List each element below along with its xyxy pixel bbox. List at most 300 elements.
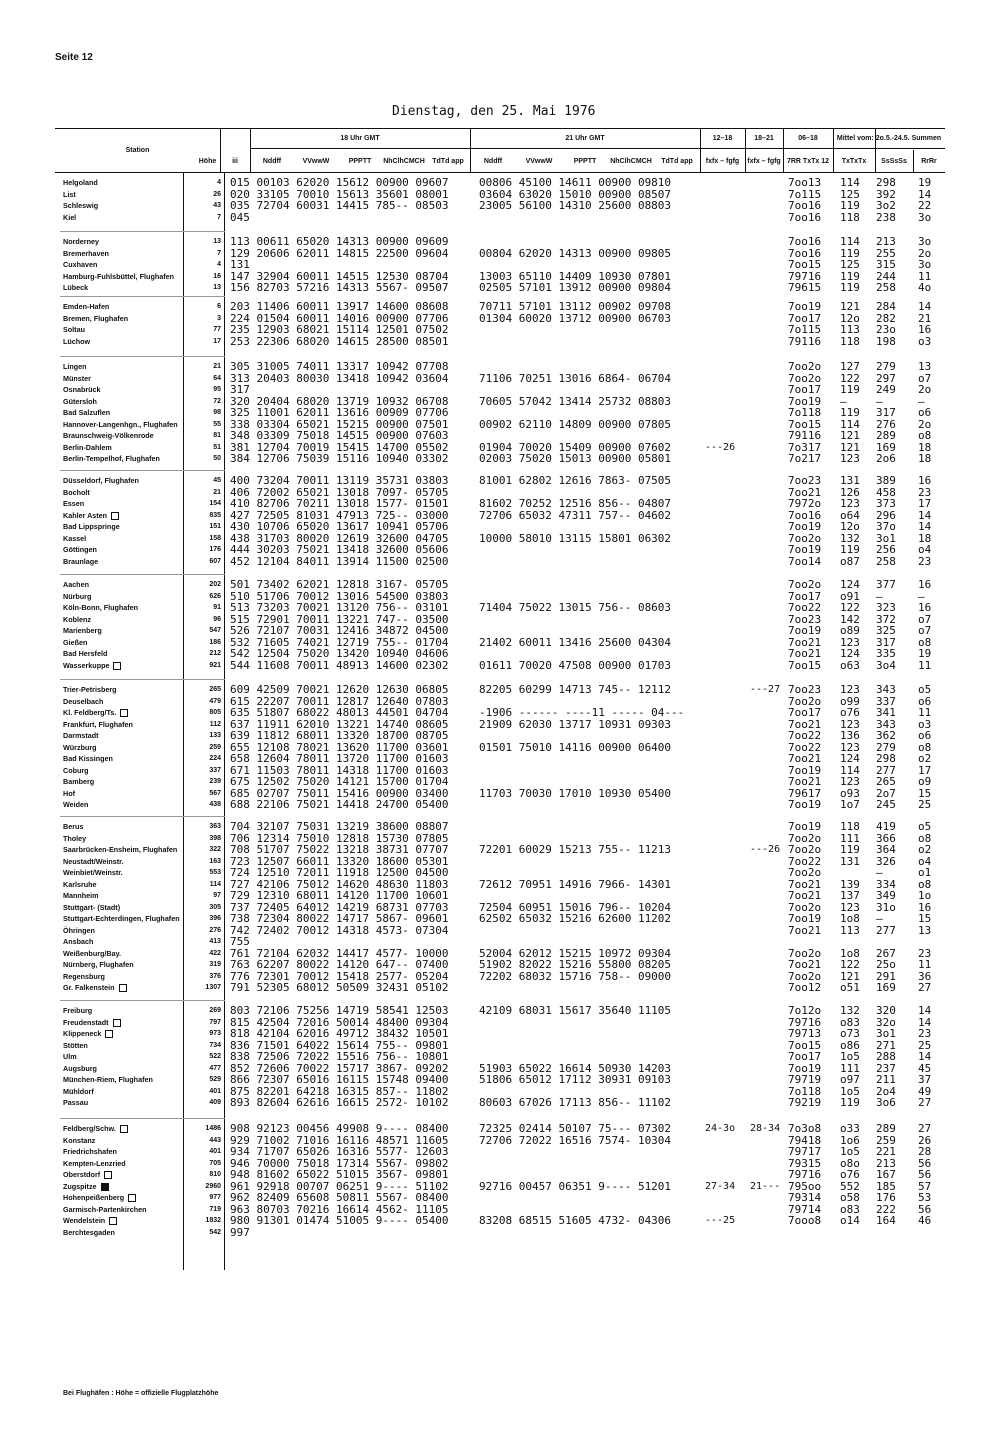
rr-tx-cell: 7oo14 (788, 554, 822, 568)
synop-18-cell: 338 03304 65021 15215 00900 07501 (230, 417, 449, 431)
ss-sum-cell: 23o (876, 323, 896, 336)
synop-18-cell: 742 72402 70012 14318 4573- 07304 (230, 923, 449, 937)
station-name (63, 237, 183, 246)
tx-sum-cell: 123 (840, 635, 860, 649)
station-name (63, 949, 183, 958)
rr-tx-cell: 7oo15 (788, 417, 822, 431)
synop-18-cell: 688 22106 75021 14418 24700 05400 (230, 798, 449, 811)
synop-21-cell: 72706 72022 16516 7574- 10304 (479, 1133, 672, 1147)
rr-sum-cell: o4 (918, 543, 932, 556)
station-label: Bad Kissingen (63, 754, 113, 763)
rr-tx-cell: 7oo19 (788, 763, 822, 777)
station-label: Gr. Falkenstein (63, 983, 115, 992)
station-label: Bamberg (63, 777, 95, 786)
station-name (63, 190, 183, 199)
station-label: Würzburg (63, 742, 97, 752)
ss-sum-cell: 3o1 (876, 531, 896, 545)
station-name (63, 1018, 183, 1027)
station-label: Lübeck (63, 283, 89, 292)
station-label: Tholey (63, 833, 87, 843)
station-label: Lüchow (63, 336, 91, 346)
synop-18-cell: 727 42106 75012 14620 48630 11803 (230, 877, 449, 891)
ss-sum-cell: 297 (876, 371, 896, 385)
station-height: 719 (209, 1205, 221, 1213)
rr-tx-cell: 7o3o8 (788, 1122, 822, 1135)
col-header: Nddff (483, 157, 503, 165)
synop-21-cell: 72202 68032 15716 758-- 09000 (479, 969, 672, 983)
tx-sum-cell: 127 (840, 360, 860, 373)
tx-sum-cell: 121 (840, 300, 860, 313)
tx-sum-cell: 12o (840, 520, 860, 533)
rr-sum-cell: 16 (918, 601, 932, 614)
station-height: 91 (213, 604, 221, 611)
period-06-18-header: 06–18 (798, 134, 818, 142)
synop-21-cell: 52004 62012 15215 10972 09304 (479, 946, 672, 960)
rr-tx-cell: 79713 (788, 1027, 822, 1040)
synop-18-cell: 671 11503 78011 14318 11700 01603 (230, 763, 449, 777)
station-label: Regensburg (63, 971, 105, 981)
rr-tx-cell: 7oo22 (788, 854, 822, 868)
rr-sum-cell: 25 (918, 1038, 932, 1052)
station-name (63, 1228, 183, 1237)
rr-tx-cell: 7oo2o (788, 531, 822, 545)
synop-18-cell: 427 72505 81031 47913 725-- 03000 (230, 508, 449, 522)
rr-sum-cell: o6 (918, 729, 932, 742)
station-label: Köln-Bonn, Flughafen (63, 603, 139, 612)
station-label: Bad Lippspringe (63, 522, 120, 531)
rr-tx-cell: 7oo16 (788, 508, 822, 522)
synop-18-cell: 737 72405 64012 14219 68731 07703 (230, 900, 449, 914)
ss-sum-cell: 258 (876, 554, 896, 568)
synop-18-cell: 929 71002 71016 16116 48571 11605 (230, 1133, 449, 1147)
rr-tx-cell: 7oo16 (788, 246, 822, 260)
rr-sum-cell: 23 (918, 1027, 932, 1040)
station-height: 50 (213, 455, 221, 462)
station-name (63, 1052, 183, 1061)
tx-sum-cell: 113 (840, 923, 860, 937)
station-height: 479 (209, 697, 221, 705)
station-height: 114 (209, 880, 221, 888)
synop-18-cell: 131 (230, 258, 250, 271)
synop-18-cell: 685 02707 75011 15416 00900 03400 (230, 786, 449, 800)
station-label: Karlsruhe (63, 879, 97, 889)
station-height: 64 (213, 374, 221, 382)
station-name (63, 1124, 183, 1133)
station-height: 835 (209, 511, 221, 519)
station-height: 7 (217, 213, 221, 221)
station-height: 542 (209, 1228, 221, 1236)
synop-18-cell: 156 82703 57216 14313 5567- 09507 (230, 281, 449, 294)
ss-sum-cell: 32o (876, 1015, 896, 1029)
rr-sum-cell: 2o (918, 417, 932, 431)
station-name (63, 720, 183, 729)
ss-sum-cell: 315 (876, 258, 896, 271)
station-name (63, 822, 183, 831)
tx-sum-cell: o87 (840, 554, 860, 568)
rr-sum-cell: o8 (918, 831, 932, 845)
station-label: Hohenpeißenberg (63, 1193, 125, 1202)
rr-sum-cell: 15 (918, 912, 932, 925)
station-height: 269 (209, 1007, 221, 1014)
station-height: 401 (209, 1087, 221, 1095)
rr-sum-cell: 16 (918, 474, 932, 487)
rr-sum-header: RrRr (921, 157, 937, 165)
rr-sum-cell: o6 (918, 694, 932, 708)
station-name (63, 1170, 183, 1179)
rr-sum-cell: 57 (918, 1179, 932, 1193)
station-height: 973 (209, 1030, 221, 1037)
ss-sum-cell: 419 (876, 820, 896, 833)
rr-sum-cell: 27 (918, 1122, 932, 1135)
station-name (63, 914, 183, 923)
mountain-station-marker-icon (120, 1125, 128, 1133)
station-height: 276 (209, 926, 221, 934)
ss-sum-cell: 255 (876, 246, 896, 260)
synop-18-cell: 609 42509 70021 12620 12630 06805 (230, 683, 449, 696)
tx-sum-cell: 126 (840, 485, 860, 499)
rr-sum-cell: o9 (918, 775, 932, 788)
rr-tx-cell: 7oo16 (788, 210, 822, 224)
station-height: 158 (209, 534, 221, 542)
station-height: 95 (213, 386, 221, 393)
station-label: Hof (63, 788, 75, 798)
tx-sum-cell: 121 (840, 440, 860, 454)
ss-sum-cell: 291 (876, 969, 896, 983)
tx-sum-cell: 1o5 (840, 1145, 860, 1158)
rr-sum-cell: 11 (918, 706, 932, 719)
synop-21-cell: 92716 00457 06351 9---- 51201 (479, 1179, 672, 1193)
group-21-header: 21 Uhr GMT (565, 134, 605, 142)
rr-tx-cell: 7oo2o (788, 843, 822, 856)
rr-tx-cell: 7o115 (788, 187, 822, 201)
station-label: Düsseldorf, Flughafen (63, 476, 139, 485)
tx-sum-cell: 121 (840, 969, 860, 983)
gust-12-18-cell: 27-34 (705, 1180, 736, 1192)
station-label: Saarbrücken-Ensheim, Flughafen (63, 845, 178, 854)
station-label: Emden-Hafen (63, 302, 110, 311)
mountain-station-marker-icon (113, 662, 121, 670)
hoehe-header: Höhe (198, 157, 217, 165)
station-label: Friedrichshafen (63, 1147, 117, 1156)
tx-sum-cell: o76 (840, 706, 860, 719)
ss-sum-cell: 169 (876, 981, 896, 994)
station-name (63, 545, 183, 554)
rr-tx-cell: 7oo15 (788, 658, 822, 672)
rr-tx-cell: 7972o (788, 497, 822, 510)
group-divider (60, 231, 225, 232)
synop-18-cell: 706 12314 75010 12818 15730 07805 (230, 831, 449, 845)
station-name (63, 685, 183, 694)
rr-sum-cell: o7 (918, 624, 932, 637)
gust-18-21-cell: ---27 (750, 684, 781, 695)
station-label: Münster (63, 373, 91, 383)
station-name (63, 1064, 183, 1073)
ss-sum-cell: 289 (876, 429, 896, 442)
station-name (63, 557, 183, 566)
station-name (63, 1216, 183, 1225)
station-label: Cuxhaven (63, 260, 98, 269)
group-divider (60, 1118, 225, 1119)
tx-sum-cell: 1o5 (840, 1050, 860, 1063)
station-label: Nürburg (63, 591, 92, 601)
rr-tx-cell: 7oo2o (788, 866, 822, 879)
ss-sum-cell: 276 (876, 417, 896, 431)
synop-18-cell: 836 71501 64022 15614 755-- 09801 (230, 1038, 449, 1052)
station-height: 97 (213, 892, 221, 899)
ss-sum-cell: 341 (876, 706, 896, 719)
station-label: Stötten (63, 1040, 88, 1050)
station-height: 1307 (205, 984, 221, 991)
synop-18-cell: 755 (230, 935, 250, 948)
rr-tx-cell: 7oo17 (788, 383, 822, 396)
rr-tx-cell: 7oo19 (788, 394, 822, 408)
station-name (63, 857, 183, 866)
synop-18-cell: 934 71707 65026 16316 5577- 12603 (230, 1145, 449, 1158)
station-height: 202 (209, 581, 221, 588)
synop-18-cell: 235 12903 68021 15114 12501 07502 (230, 323, 449, 336)
synop-18-cell: 542 12504 75020 13420 10940 04606 (230, 647, 449, 660)
tx-sum-cell: o63 (840, 658, 860, 672)
station-label: Weiden (63, 800, 89, 809)
station-height: 322 (209, 846, 221, 853)
rr-tx-cell: 7oo21 (788, 485, 822, 499)
station-name (63, 488, 183, 497)
synop-18-cell: 253 22306 68020 14615 28500 08501 (230, 334, 449, 348)
synop-21-cell: 72612 70951 14916 7966- 14301 (479, 877, 672, 891)
station-height: 224 (209, 755, 221, 762)
station-label: Weißenburg/Bay. (63, 948, 122, 958)
station-name (63, 213, 183, 222)
ss-sum-cell: – (876, 866, 883, 879)
station-label: Wasserkuppe (63, 660, 110, 670)
rr-sum-cell: 16 (918, 323, 932, 336)
station-name (63, 178, 183, 187)
col-header: VVwwW (302, 157, 330, 165)
station-name (63, 499, 183, 508)
rr-tx-cell: 7oo21 (788, 889, 822, 902)
station-name (63, 249, 183, 258)
ss-sum-cell: 238 (876, 210, 896, 224)
synop-18-cell: 406 72002 65021 13018 7097- 05705 (230, 485, 449, 499)
synop-21-cell: 42109 68031 15617 35640 11105 (479, 1004, 672, 1017)
rr-sum-cell: 46 (918, 1214, 932, 1227)
station-name (63, 1182, 183, 1191)
rr-sum-cell: 56 (918, 1156, 932, 1170)
synop-18-cell: 675 12502 75020 14121 15700 01704 (230, 775, 449, 788)
rr-sum-cell: o5 (918, 820, 932, 833)
station-height: 438 (209, 801, 221, 808)
station-height: 921 (209, 661, 221, 669)
synop-18-cell: 510 51706 70012 13016 54500 03803 (230, 589, 449, 603)
station-name (63, 638, 183, 647)
station-label: Berus (63, 822, 84, 831)
station-height: 376 (209, 972, 221, 980)
rr-sum-cell: o8 (918, 877, 932, 891)
station-label: Osnabrück (63, 385, 101, 394)
gust-18-21-cell: ---26 (750, 844, 781, 855)
ss-sum-cell: 284 (876, 300, 896, 313)
tx-sum-cell: o91 (840, 589, 860, 603)
rr-sum-cell: 27 (918, 981, 932, 994)
tx-sum-cell: 125 (840, 187, 860, 201)
station-label: Kl. Feldberg/Ts. (63, 708, 117, 717)
rr-sum-cell: – (918, 589, 925, 603)
station-height: 805 (209, 709, 221, 716)
synop-18-cell: 791 52305 68012 50509 32431 05102 (230, 981, 449, 994)
rr-tx-cell: 7oo21 (788, 775, 822, 788)
station-height: 401 (209, 1148, 221, 1155)
tx-sum-cell: 123 (840, 740, 860, 754)
rr-sum-cell: 56 (918, 1168, 932, 1181)
ss-sum-cell: 249 (876, 383, 896, 396)
synop-18-cell: 852 72606 70022 15717 3867- 09202 (230, 1061, 449, 1075)
synop-21-cell: 51806 65012 17112 30931 09103 (479, 1073, 672, 1086)
rr-sum-cell: 16 (918, 578, 932, 591)
rr-sum-cell: 23 (918, 485, 932, 499)
station-height: 337 (209, 766, 221, 774)
tx-sum-cell: 119 (840, 246, 860, 260)
rr-sum-cell: 14 (918, 1004, 932, 1017)
rr-sum-cell: 49 (918, 1084, 932, 1098)
synop-18-cell: 020 33105 70010 15613 35601 08001 (230, 187, 449, 201)
station-name (63, 283, 183, 292)
synop-18-cell: 704 32107 75031 13219 38600 08807 (230, 820, 449, 833)
tx-sum-cell: o58 (840, 1191, 860, 1204)
synop-18-cell: 963 80703 70216 16614 4562- 11105 (230, 1202, 449, 1216)
mountain-station-marker-icon (104, 1171, 112, 1179)
station-label: Frankfurt, Flughafen (63, 719, 133, 729)
station-label: Bad Salzuflen (63, 408, 111, 417)
synop-18-cell: 615 22207 70011 12817 12640 07803 (230, 694, 449, 708)
tx-sum-cell: 123 (840, 717, 860, 731)
synop-21-cell: 71106 70251 13016 6864- 06704 (479, 371, 672, 385)
station-height: 409 (209, 1099, 221, 1106)
ss-sum-cell: 317 (876, 406, 896, 419)
tx-sum-cell: o64 (840, 508, 860, 522)
station-name (63, 1136, 183, 1145)
rr-tx-cell: 7o217 (788, 452, 822, 465)
station-name (63, 1087, 183, 1096)
rr-sum-cell: 14 (918, 1050, 932, 1063)
rr-sum-cell: o1 (918, 866, 932, 879)
synop-18-cell: 515 72901 70011 13221 747-- 03500 (230, 612, 449, 626)
ss-sum-cell: 349 (876, 889, 896, 902)
synop-18-cell: 723 12507 66011 13320 18600 05301 (230, 854, 449, 868)
station-height: 4 (217, 261, 221, 268)
col-header: PPPTT (573, 157, 597, 165)
col-header: TdTd app (432, 157, 464, 165)
ss-sum-cell: 256 (876, 543, 896, 556)
station-height: 176 (209, 546, 221, 553)
tx-sum-cell: o76 (840, 1168, 860, 1181)
ss-sum-cell: 377 (876, 578, 896, 591)
synop-21-cell: 82205 60299 14713 745-- 12112 (479, 683, 672, 696)
ss-sum-cell: 298 (876, 176, 896, 189)
station-height: 567 (209, 789, 221, 797)
station-height: 133 (209, 732, 221, 739)
height-column-line (224, 173, 225, 1270)
synop-18-cell: 637 11911 62010 13221 14740 08605 (230, 717, 449, 731)
ss-sum-cell: 267 (876, 946, 896, 960)
synop-21-cell: 72504 60951 15016 796-- 10204 (479, 900, 672, 914)
station-height: 6 (217, 303, 221, 310)
page-date-title: Dienstag, den 25. Mai 1976 (392, 104, 596, 119)
station-label: Ansbach (63, 937, 94, 946)
station-label: Marienberg (63, 626, 102, 635)
station-name (63, 337, 183, 346)
rr-sum-cell: 37 (918, 1073, 932, 1086)
station-label: Zugspitze (63, 1181, 97, 1191)
synop-21-cell: 62502 65032 15216 62600 11202 (479, 912, 672, 925)
rr-sum-cell: 4o (918, 281, 932, 294)
station-label: Augsburg (63, 1063, 97, 1073)
station-name (63, 708, 183, 717)
station-name (63, 534, 183, 543)
rr-sum-cell: 19 (918, 176, 932, 189)
rr-tx-cell: 7oo12 (788, 981, 822, 994)
synop-21-cell: 13003 65110 14409 10930 07801 (479, 269, 672, 283)
station-height: 626 (209, 592, 221, 600)
rr-tx-cell: 7oo13 (788, 176, 822, 189)
ss-sum-cell: 258 (876, 281, 896, 294)
rr-sum-cell: 53 (918, 1191, 932, 1204)
station-height: 3 (217, 314, 221, 322)
tx-sum-cell: 119 (840, 281, 860, 294)
mountain-station-marker-icon (120, 709, 128, 717)
rr-sum-cell: 18 (918, 452, 932, 465)
synop-18-cell: 035 72704 60031 14415 785-- 08503 (230, 199, 449, 212)
gust-18-21-header: fxfx – fgfg (747, 157, 781, 165)
station-height: 186 (209, 638, 221, 646)
rr-tx-cell: 7oo23 (788, 683, 822, 696)
station-name (63, 603, 183, 612)
tx-sum-cell: 137 (840, 889, 860, 902)
rr-tx-cell: 7o118 (788, 406, 822, 419)
ss-sum-cell: 320 (876, 1004, 896, 1017)
rr-tx-cell: 7oo23 (788, 474, 822, 487)
synop-18-cell: 438 31703 80020 12619 32600 04705 (230, 531, 449, 545)
station-label: Weinbiet/Weinstr. (63, 868, 123, 877)
ss-sum-cell: 265 (876, 775, 896, 788)
synop-18-cell: 513 73203 70021 13120 756-- 03101 (230, 601, 449, 614)
ss-sum-cell: 211 (876, 1073, 896, 1086)
synop-18-cell: 305 31005 74011 13317 10942 07708 (230, 360, 449, 373)
station-height: 443 (209, 1136, 221, 1144)
station-name (63, 580, 183, 589)
synop-18-cell: 313 20403 80030 13418 10942 03604 (230, 371, 449, 385)
tx-sum-cell: 119 (840, 406, 860, 419)
station-label: Deuselbach (63, 696, 104, 706)
station-name (63, 926, 183, 935)
station-height: 45 (213, 477, 221, 484)
synop-21-cell: 00804 62020 14313 00900 09805 (479, 246, 672, 260)
synop-18-cell: 818 42104 62016 49712 38432 10501 (230, 1027, 449, 1040)
station-label: Bremerhaven (63, 248, 109, 258)
tx-sum-cell: o14 (840, 1214, 860, 1227)
summen-label: Summen (911, 134, 942, 142)
ss-sum-cell: 25o (876, 958, 896, 971)
synop-18-cell: 893 82604 62616 16615 2572- 10102 (230, 1096, 449, 1109)
station-label: Kempten-Lenzried (63, 1158, 126, 1168)
station-label: Göttingen (63, 545, 97, 554)
station-label: Stuttgart- (Stadt) (63, 902, 121, 912)
station-label: Bad Hersfeld (63, 649, 108, 658)
synop-18-cell: 763 62207 80022 14120 647-- 07400 (230, 958, 449, 971)
mountain-station-marker-icon (128, 1194, 136, 1202)
synop-18-cell: 948 81602 65022 51015 3567- 09801 (230, 1168, 449, 1181)
rr-tx-cell: 7oo17 (788, 311, 822, 325)
rr-tx-cell: 79418 (788, 1133, 822, 1147)
